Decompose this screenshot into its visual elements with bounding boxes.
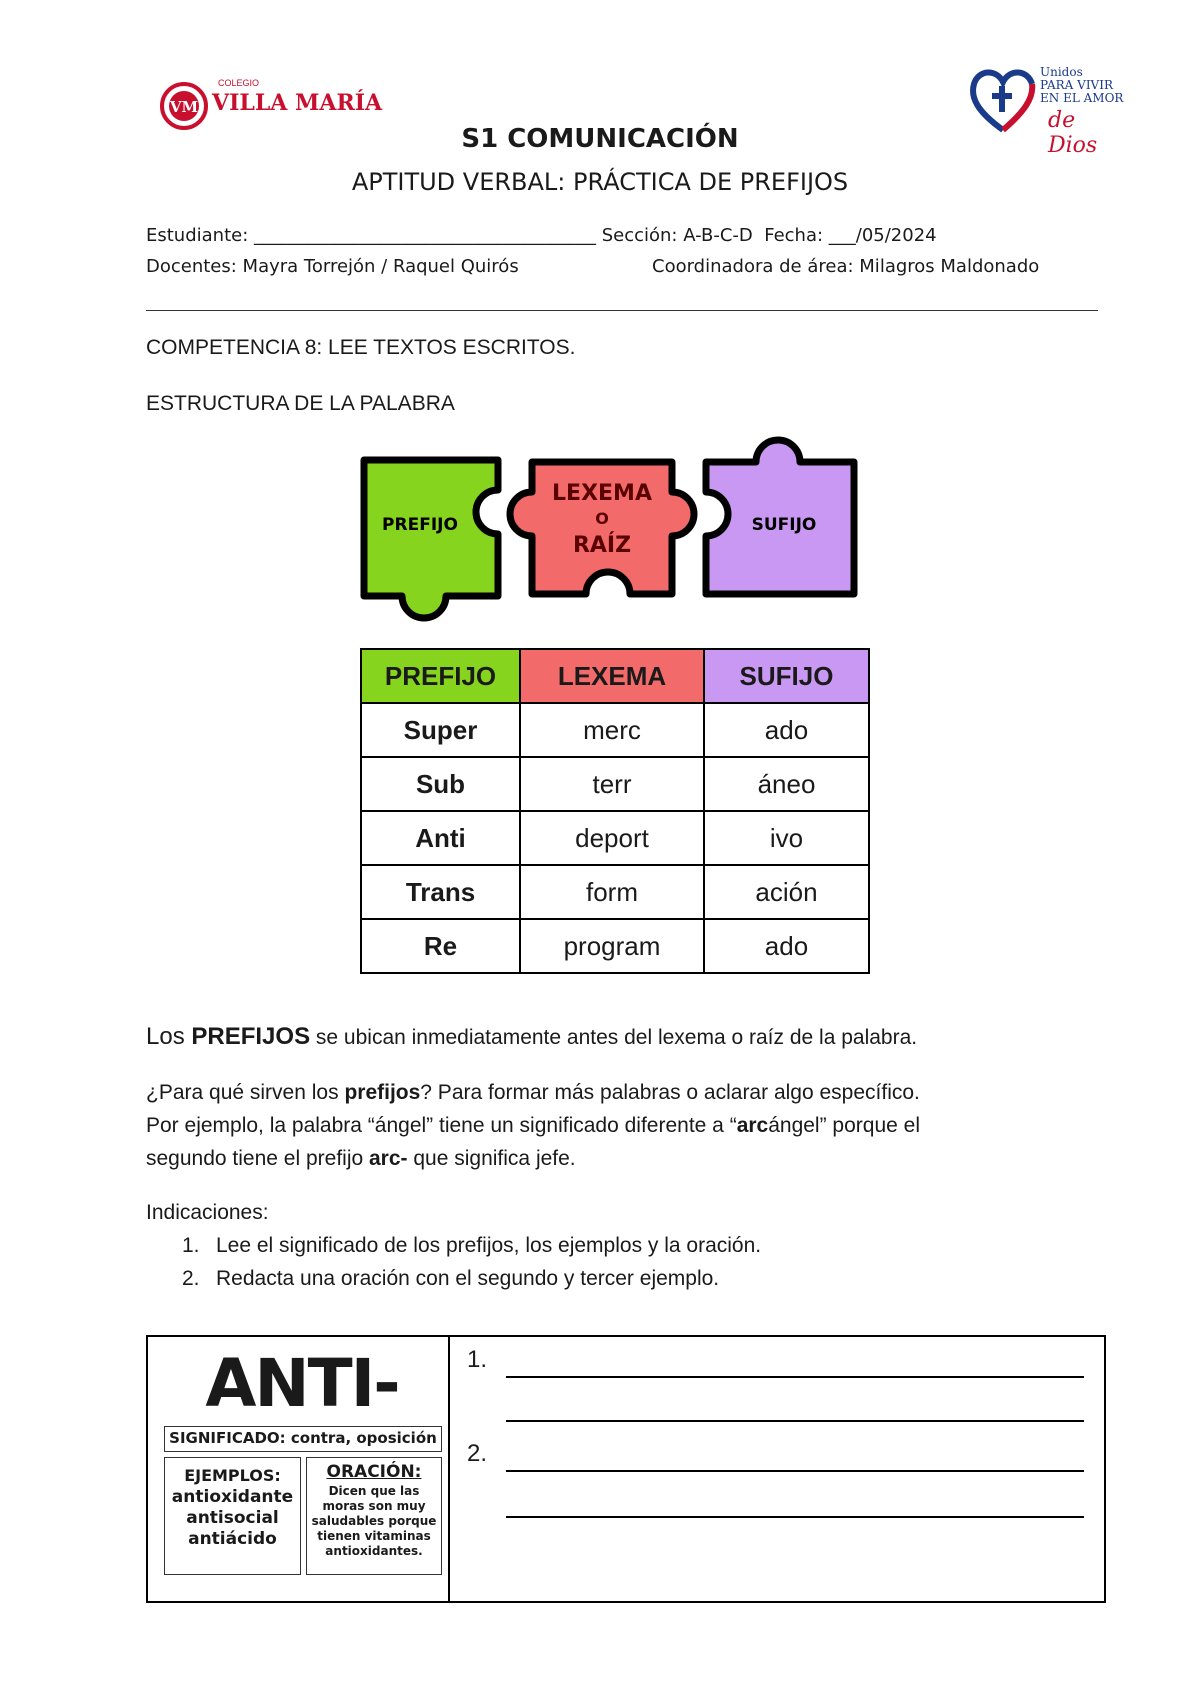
- text-fragment: que significa jefe.: [407, 1147, 576, 1170]
- answer-number-1: 1.: [467, 1346, 488, 1373]
- logo-right-line4: de Dios: [1048, 108, 1098, 158]
- word-structure-table: [360, 648, 870, 974]
- sentence-line: tienen vitaminas: [317, 1529, 431, 1543]
- sentence-line: saludables porque: [311, 1514, 437, 1528]
- sentence-label: ORACIÓN:: [326, 1462, 422, 1482]
- intro-rest: se ubican inmediatamente antes del lexema o raíz de la palabra.: [310, 1026, 918, 1049]
- cell-sufijo: ado: [704, 703, 869, 757]
- coordinator-line: Coordinadora de área: Milagros Maldonado: [652, 256, 1040, 277]
- meaning-box: [164, 1426, 442, 1452]
- cell-prefijo: Sub: [361, 757, 520, 811]
- examples-box: [164, 1457, 301, 1575]
- header-lexema: LEXEMA: [520, 649, 704, 703]
- meaning-label: SIGNIFICADO:: [169, 1429, 286, 1447]
- example-item: antisocial: [186, 1508, 279, 1528]
- logo-right-line1: Unidos: [1040, 65, 1083, 79]
- sentence-line: Dicen que las: [328, 1484, 420, 1498]
- cell-prefijo: Super: [361, 703, 520, 757]
- list-item: 1. Lee el significado de los prefijos, los ejemplos y la oración.: [182, 1234, 762, 1257]
- text-fragment: segundo tiene el prefijo: [146, 1147, 369, 1170]
- puzzle-label-sufijo: SUFIJO: [751, 515, 817, 535]
- puzzle-label-prefijo: PREFIJO: [382, 515, 458, 535]
- examples-label: EJEMPLOS:: [184, 1466, 281, 1485]
- puzzle-label-o: O: [595, 509, 609, 528]
- cell-sufijo: áneo: [704, 757, 869, 811]
- intro-paragraph: [146, 1020, 917, 1054]
- table-row: [361, 811, 869, 865]
- logo-text: VILLA MARÍA: [212, 90, 383, 116]
- instruction-1: Lee el significado de los prefijos, los ejemplos y la oración.: [216, 1234, 762, 1257]
- student-line: Estudiante: ______________________________________ Sección: A-B-C-D Fecha: ___/05/2024: [146, 225, 937, 246]
- cell-prefijo: Anti: [361, 811, 520, 865]
- page-subtitle: APTITUD VERBAL: PRÁCTICA DE PREFIJOS: [351, 168, 849, 196]
- table-row: [361, 865, 869, 919]
- activity-divider: [448, 1335, 450, 1603]
- text-fragment: ángel” porque el: [768, 1114, 920, 1137]
- page-title: S1 COMUNICACIÓN: [461, 124, 739, 154]
- instructions: [146, 1196, 761, 1295]
- example-item: antioxidante: [171, 1487, 294, 1507]
- answer-line-1b[interactable]: [506, 1420, 1084, 1422]
- logo-right-line2: PARA VIVIR: [1040, 78, 1114, 92]
- divider-line: [146, 310, 1098, 311]
- text-bold: prefijos: [344, 1081, 421, 1104]
- list-item: 2. Redacta una oración con el segundo y tercer ejemplo.: [182, 1267, 720, 1290]
- puzzle-label-lexema: LEXEMA: [552, 481, 652, 506]
- cell-lexema: deport: [520, 811, 704, 865]
- puzzle-label-raiz: RAÍZ: [572, 533, 632, 558]
- table-header-row: [361, 649, 869, 703]
- header-prefijo: PREFIJO: [361, 649, 520, 703]
- header-sufijo: SUFIJO: [704, 649, 869, 703]
- text-fragment: Por ejemplo, la palabra “ángel” tiene un significado diferente a “: [146, 1114, 737, 1137]
- text-fragment: ? Para formar más palabras o aclarar algo específico.: [420, 1081, 920, 1104]
- table-row: [361, 703, 869, 757]
- meaning-value: contra, oposición: [290, 1429, 437, 1447]
- intro-prefijos: PREFIJOS: [191, 1023, 311, 1050]
- cell-lexema: program: [520, 919, 704, 973]
- sentence-line: moras son muy: [322, 1499, 426, 1513]
- answer-line-1a[interactable]: [506, 1376, 1084, 1378]
- instruction-2: Redacta una oración con el segundo y tercer ejemplo.: [216, 1267, 720, 1290]
- sentence-line: antioxidantes.: [325, 1544, 423, 1558]
- puzzle-piece-prefijo: [364, 460, 498, 618]
- intro-los: Los: [146, 1023, 192, 1050]
- puzzle-diagram: [360, 428, 860, 636]
- answer-number-2: 2.: [467, 1440, 488, 1467]
- cell-sufijo: ado: [704, 919, 869, 973]
- instructions-heading: Indicaciones:: [146, 1201, 269, 1224]
- cell-lexema: terr: [520, 757, 704, 811]
- table-row: [361, 757, 869, 811]
- cell-lexema: merc: [520, 703, 704, 757]
- cell-prefijo: Trans: [361, 865, 520, 919]
- explanation-paragraph: [146, 1076, 1076, 1175]
- logo-small-text: COLEGIO: [218, 78, 260, 88]
- cell-sufijo: ación: [704, 865, 869, 919]
- teachers-line: Docentes: Mayra Torrejón / Raquel Quirós: [146, 256, 519, 277]
- competencia-label: COMPETENCIA 8: LEE TEXTOS ESCRITOS.: [146, 336, 576, 359]
- text-bold: arc: [736, 1114, 769, 1137]
- sentence-box: [306, 1457, 442, 1575]
- cell-lexema: form: [520, 865, 704, 919]
- text-fragment: ¿Para qué sirven los: [146, 1081, 345, 1104]
- logo-right-line3: EN EL AMOR: [1040, 91, 1124, 105]
- estructura-heading: ESTRUCTURA DE LA PALABRA: [146, 392, 455, 415]
- cell-prefijo: Re: [361, 919, 520, 973]
- answer-line-2b[interactable]: [506, 1516, 1084, 1518]
- text-bold: arc-: [369, 1147, 408, 1170]
- svg-text:VM: VM: [169, 98, 199, 116]
- example-item: antiácido: [188, 1529, 277, 1549]
- answer-line-2a[interactable]: [506, 1470, 1084, 1472]
- cell-sufijo: ivo: [704, 811, 869, 865]
- table-row: [361, 919, 869, 973]
- prefix-card-title: ANTI-: [205, 1345, 399, 1422]
